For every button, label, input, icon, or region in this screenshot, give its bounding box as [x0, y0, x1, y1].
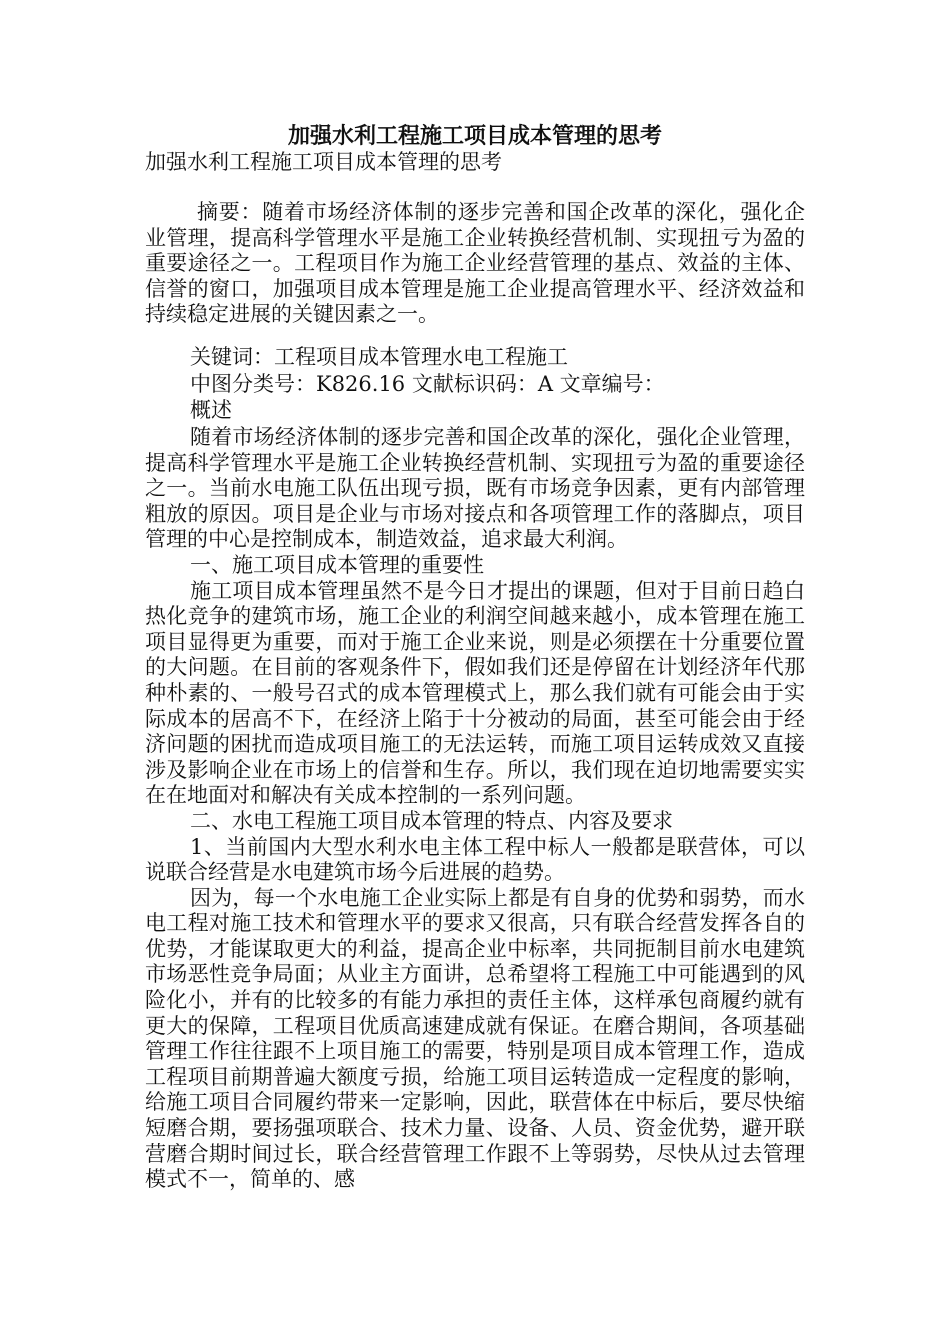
keywords-line: 关键词：工程项目成本管理水电工程施工: [190, 345, 568, 369]
abstract-paragraph: 摘要：随着市场经济体制的逐步完善和国企改革的深化，强化企业管理，提高科学管理水平是施工企业转换经营机制、实现扭亏为盈的重要途径之一。工程项目作为施工企业经营管理的基点、效益的主体、信誉的窗口，加强项目成本管理是施工企业提高管理水平、经济效益和持续稳定进展的关键因素之一。: [145, 200, 805, 326]
document-subtitle: 加强水利工程施工项目成本管理的思考: [145, 150, 502, 174]
section-heading: 一、施工项目成本管理的重要性: [190, 552, 484, 577]
body-paragraph: 随着市场经济体制的逐步完善和国企改革的深化，强化企业管理，提高科学管理水平是施工企业转换经营机制、实现扭亏为盈的重要途径之一。当前水电施工队伍出现亏损，既有市场竞争因素，更有内部管理粗放的原因。项目是企业与市场对接点和各项管理工作的落脚点，项目管理的中心是控制成本，制造效益，追求最大利润。: [145, 425, 805, 552]
body-paragraph: 施工项目成本管理虽然不是今日才提出的课题，但对于目前日趋白热化竞争的建筑市场，施工企业的利润空间越来越小，成本管理在施工项目显得更为重要，而对于施工企业来说，则是必须摆在十分重要位置的大问题。在目前的客观条件下，假如我们还是停留在计划经济年代那种朴素的、一般号召式的成本管理模式上，那么我们就有可能会由于实际成本的居高不下，在经济上陷于十分被动的局面，甚至可能会由于经济问题的困扰而造成项目施工的无法运转，而施工项目运转成效又直接涉及影响企业在市场上的信誉和生存。所以，我们现在迫切地需要实实在在地面对和解决有关成本控制的一系列问题。: [145, 578, 805, 808]
classification-line: 中图分类号：K826.16 文献标识码：A 文章编号：: [190, 372, 665, 396]
section-heading: 二、水电工程施工项目成本管理的特点、内容及要求: [190, 808, 673, 833]
main-body: [145, 425, 805, 1193]
body-paragraph: 因为，每一个水电施工企业实际上都是有自身的优势和弱势，而水电工程对施工技术和管理水平的要求又很高，只有联合经营发挥各自的优势，才能谋取更大的利益，提高企业中标率，共同扼制目前水电建筑市场恶性竞争局面；从业主方面讲，总希望将工程施工中可能遇到的风险化小，并有的比较多的有能力承担的责任主体，这样承包商履约就有更大的保障，工程项目优质高速建成就有保证。在磨合期间，各项基础管理工作往往跟不上项目施工的需要，特别是项目成本管理工作，造成工程项目前期普遍大额度亏损，给施工项目运转造成一定程度的影响，给施工项目合同履约带来一定影响，因此，联营体在中标后，要尽快缩短磨合期，要扬强项联合、技术力量、设备、人员、资金优势，避开联营磨合期时间过长，联合经营管理工作跟不上等弱势，尽快从过去管理模式不一，简单的、感: [145, 885, 805, 1192]
body-paragraph: 1、当前国内大型水利水电主体工程中标人一般都是联营体，可以说联合经营是水电建筑市场今后进展的趋势。: [145, 834, 805, 885]
document-title: 加强水利工程施工项目成本管理的思考: [287, 123, 662, 149]
overview-heading: 概述: [190, 398, 232, 422]
